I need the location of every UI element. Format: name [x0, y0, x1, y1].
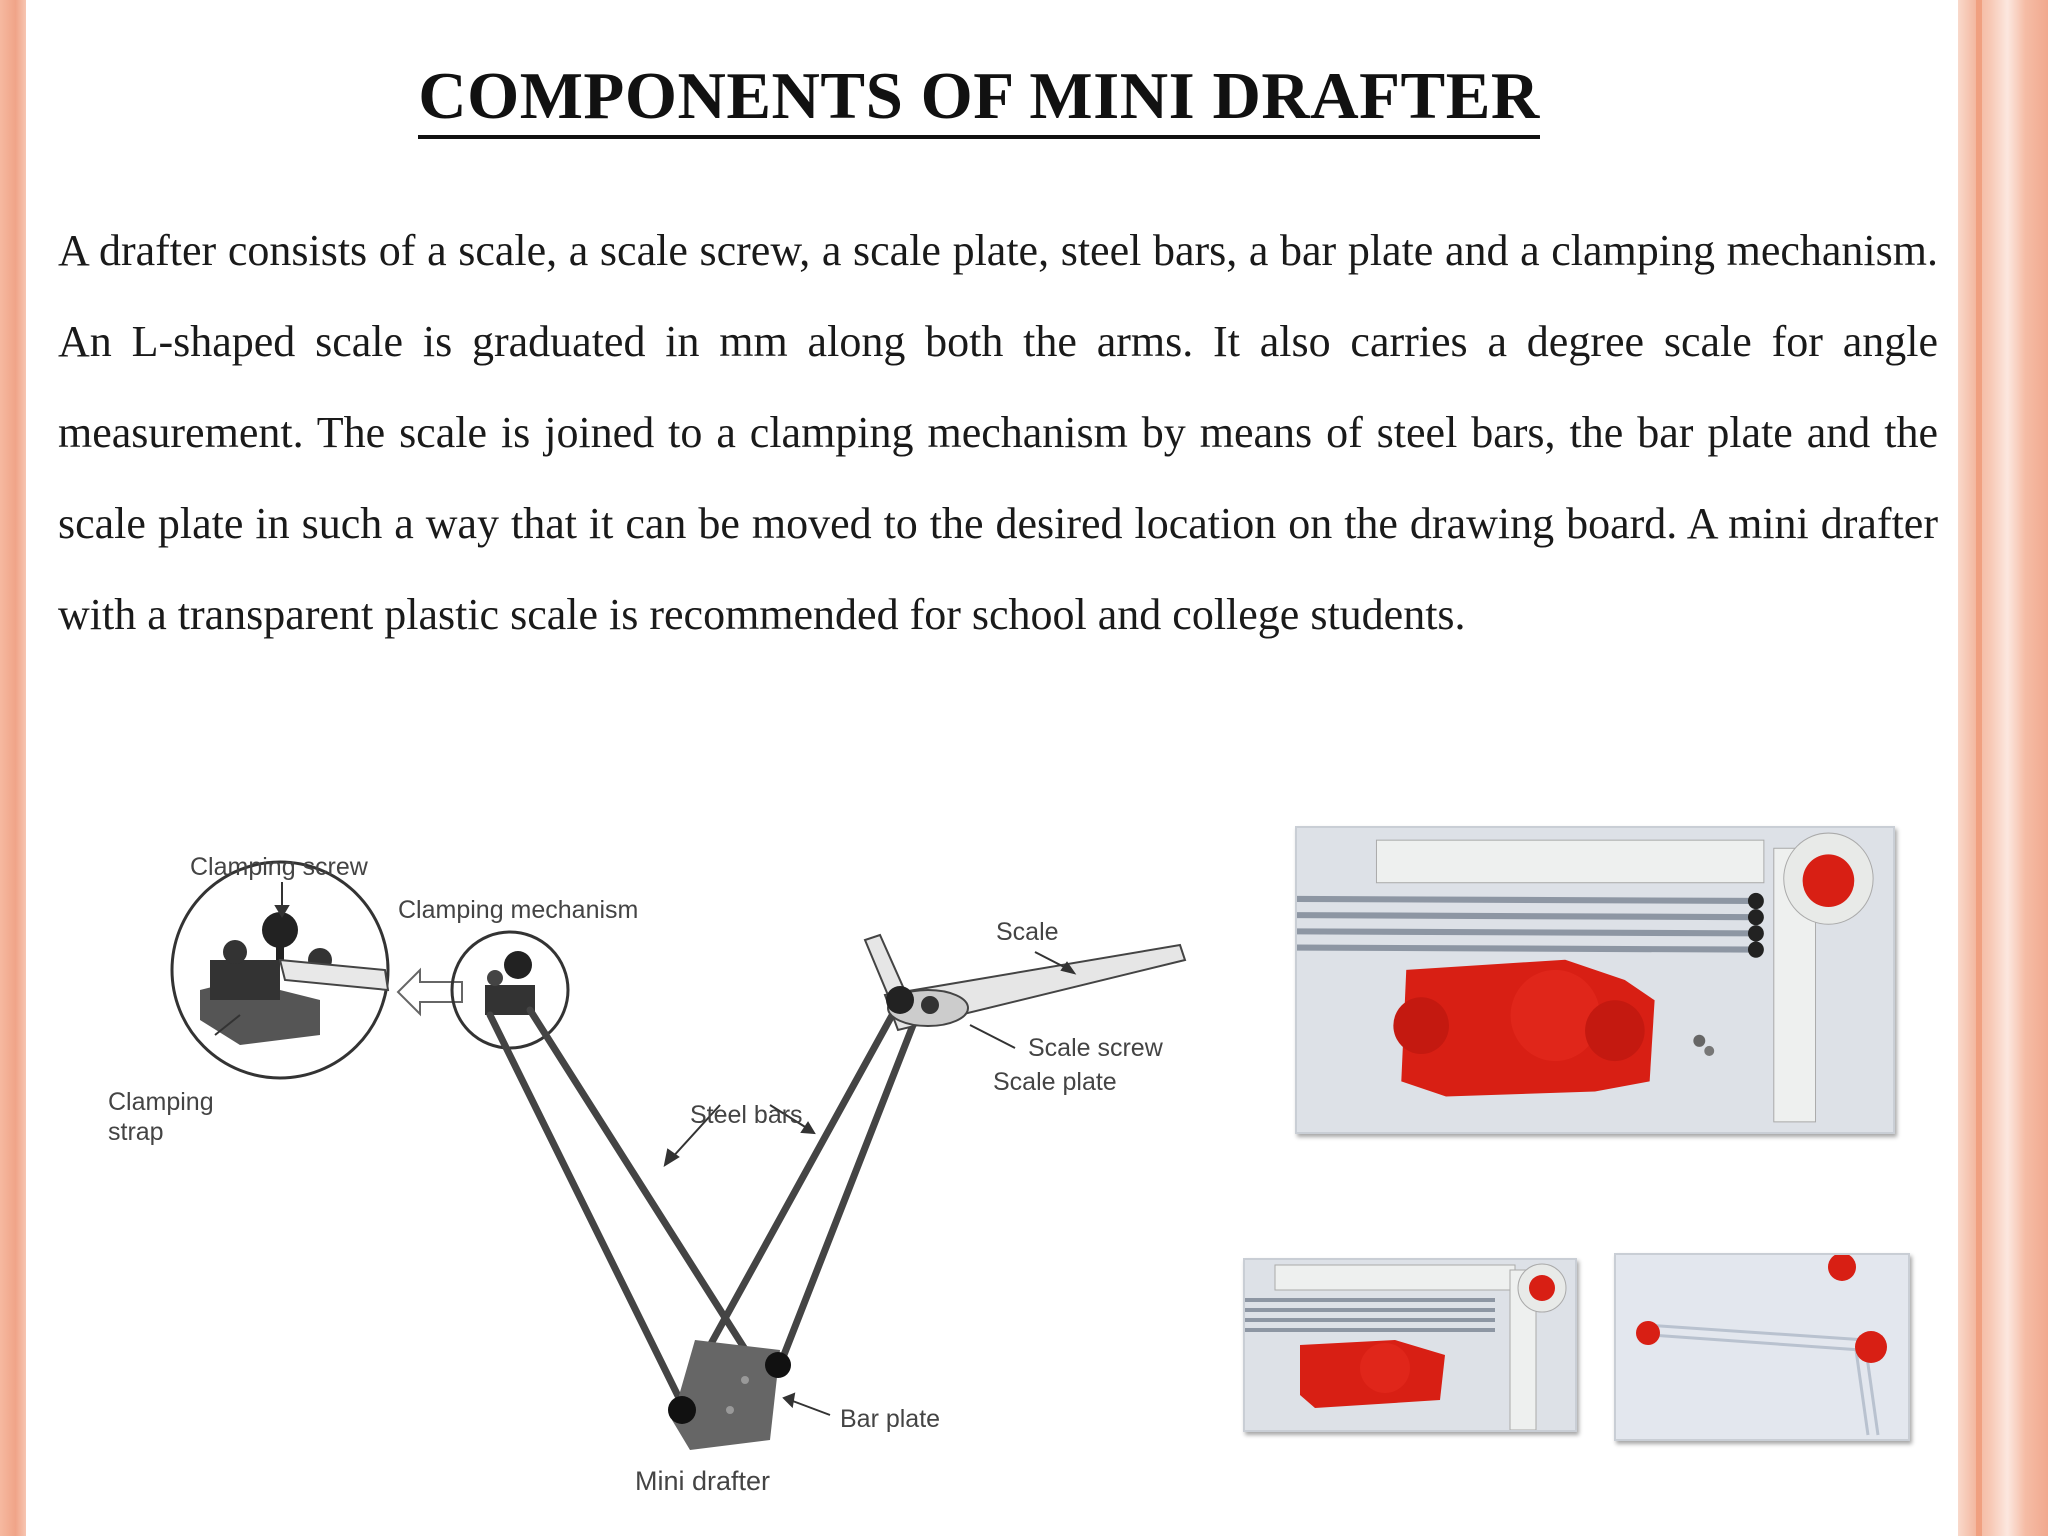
mini-drafter-diagram	[90, 820, 1220, 1520]
bar-plate	[668, 1340, 791, 1450]
diagram-caption: Mini drafter	[635, 1466, 771, 1496]
clamp-detail-view	[172, 862, 388, 1078]
label-bar-plate: Bar plate	[840, 1405, 941, 1433]
scale-assembly	[865, 935, 1185, 1030]
label-scale-plate: Scale plate	[993, 1068, 1117, 1096]
label-steel-bars: Steel bars	[690, 1101, 803, 1129]
label-clamping-strap-line1: Clamping	[108, 1088, 214, 1116]
label-clamping-screw: Clamping screw	[190, 853, 368, 881]
page-title: COMPONENTS OF MINI DRAFTER	[0, 58, 1958, 135]
drafter-photo-small-left	[1243, 1258, 1577, 1432]
label-clamping-strap-line2: strap	[108, 1118, 164, 1146]
label-scale-screw: Scale screw	[1028, 1034, 1163, 1062]
drafter-photo-large	[1295, 826, 1895, 1134]
label-clamping-mechanism: Clamping mechanism	[398, 896, 639, 924]
clamp-small-view	[452, 932, 568, 1048]
description-paragraph: A drafter consists of a scale, a scale screw, a scale plate, steel bars, a bar plate and a clamping mechanism. An L-shaped scale is graduated in mm along both the arms. It also carries a degree scale for angle measurement. The scale is joined to a clamping mechanism by means of steel bars, the bar plate and the scale plate in such a way that it can be moved to the desired location on the drawing board. A mini drafter with a transparent plastic scale is recommended for school and college students.	[58, 226, 1938, 639]
right-decorative-border	[1958, 0, 2048, 1536]
left-decorative-border	[0, 0, 26, 1536]
drafter-photo-small-right	[1614, 1253, 1910, 1441]
label-scale: Scale	[996, 918, 1059, 946]
